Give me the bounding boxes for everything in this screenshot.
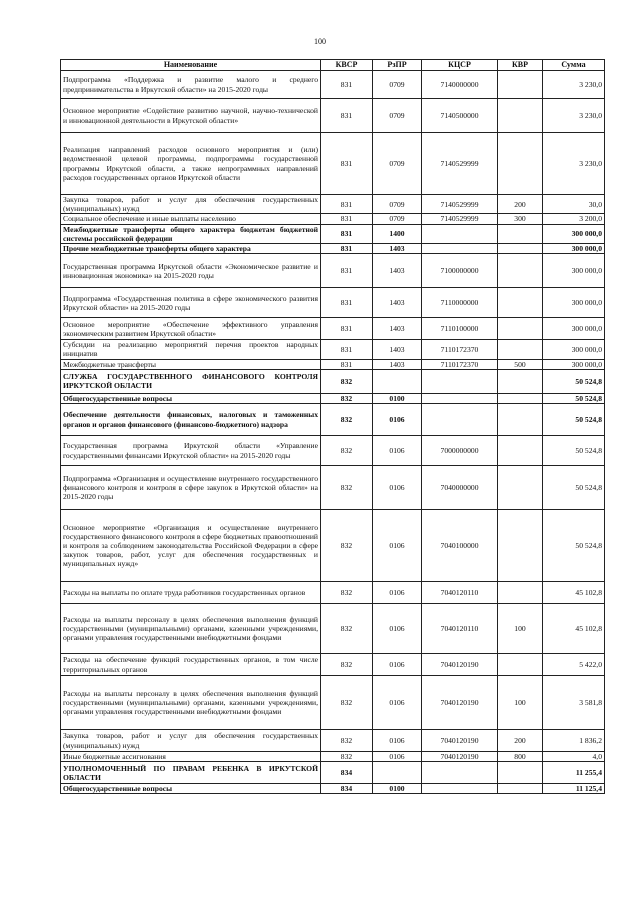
cell-rzpr: 0100 — [373, 784, 422, 794]
cell-kcsr: 7040000000 — [422, 466, 498, 510]
cell-kvr — [498, 99, 543, 133]
cell-kvr — [498, 654, 543, 676]
cell-rzpr: 0709 — [373, 133, 422, 195]
cell-kvsr: 832 — [321, 404, 373, 436]
header-name: Наименование — [61, 60, 321, 71]
cell-kvsr: 831 — [321, 133, 373, 195]
cell-sum: 3 230,0 — [543, 99, 605, 133]
cell-kvr — [498, 762, 543, 784]
table-header-row — [61, 60, 605, 71]
cell-name: Государственная программа Иркутской области «Управление государственными финансами Иркутской области» на 2015-2020 годы — [61, 436, 321, 466]
cell-kvr — [498, 224, 543, 243]
cell-rzpr: 0106 — [373, 510, 422, 582]
cell-kvsr: 831 — [321, 224, 373, 243]
cell-kcsr: 7110000000 — [422, 288, 498, 318]
table-row — [61, 730, 605, 752]
table-row — [61, 436, 605, 466]
cell-kcsr — [422, 784, 498, 794]
cell-kcsr: 7040120190 — [422, 676, 498, 730]
cell-kvsr: 831 — [321, 288, 373, 318]
cell-rzpr: 1403 — [373, 318, 422, 340]
header-kvr: КВР — [498, 60, 543, 71]
cell-kcsr: 7040120190 — [422, 654, 498, 676]
cell-name: Расходы на выплаты по оплате труда работников государственных органов — [61, 582, 321, 604]
table-row — [61, 369, 605, 393]
cell-rzpr: 0106 — [373, 582, 422, 604]
cell-sum: 50 524,8 — [543, 393, 605, 403]
cell-sum: 50 524,8 — [543, 404, 605, 436]
cell-rzpr: 0100 — [373, 393, 422, 403]
cell-name: Общегосударственные вопросы — [61, 784, 321, 794]
cell-sum: 50 524,8 — [543, 466, 605, 510]
cell-kvsr: 832 — [321, 393, 373, 403]
table-row — [61, 195, 605, 214]
cell-sum: 3 230,0 — [543, 71, 605, 99]
cell-kvr — [498, 510, 543, 582]
cell-kvsr: 831 — [321, 195, 373, 214]
cell-rzpr — [373, 369, 422, 393]
cell-kvsr: 832 — [321, 466, 373, 510]
cell-kcsr: 7000000000 — [422, 436, 498, 466]
cell-name: Прочие межбюджетные трансферты общего характера — [61, 244, 321, 254]
cell-rzpr — [373, 762, 422, 784]
cell-sum: 50 524,8 — [543, 510, 605, 582]
cell-kcsr — [422, 404, 498, 436]
cell-kvsr: 831 — [321, 254, 373, 288]
table-row — [61, 393, 605, 403]
cell-kcsr: 7040100000 — [422, 510, 498, 582]
table-row — [61, 214, 605, 224]
table-row — [61, 254, 605, 288]
cell-kvsr: 832 — [321, 676, 373, 730]
table-row — [61, 318, 605, 340]
cell-rzpr: 0709 — [373, 214, 422, 224]
table-row — [61, 752, 605, 762]
cell-rzpr: 0106 — [373, 604, 422, 654]
cell-kvr — [498, 582, 543, 604]
cell-name: Государственная программа Иркутской области «Экономическое развитие и инновационная экономика» на 2015-2020 годы — [61, 254, 321, 288]
table-row — [61, 582, 605, 604]
cell-kvsr: 832 — [321, 369, 373, 393]
cell-kcsr: 7110100000 — [422, 318, 498, 340]
cell-kvr — [498, 340, 543, 359]
cell-name: Расходы на обеспечение функций государственных органов, в том числе территориальных органов — [61, 654, 321, 676]
header-rzpr: РзПР — [373, 60, 422, 71]
cell-sum: 11 255,4 — [543, 762, 605, 784]
cell-name: Закупка товаров, работ и услуг для обеспечения государственных (муниципальных) нужд — [61, 730, 321, 752]
cell-name: УПОЛНОМОЧЕННЫЙ ПО ПРАВАМ РЕБЕНКА В ИРКУТСКОЙ ОБЛАСТИ — [61, 762, 321, 784]
cell-name: Закупка товаров, работ и услуг для обеспечения государственных (муниципальных) нужд — [61, 195, 321, 214]
cell-kcsr: 7040120110 — [422, 604, 498, 654]
cell-rzpr: 1403 — [373, 340, 422, 359]
cell-kcsr: 7140529999 — [422, 195, 498, 214]
cell-name: Межбюджетные трансферты общего характера бюджетам бюджетной системы российской федерации — [61, 224, 321, 243]
cell-kcsr: 7140000000 — [422, 71, 498, 99]
cell-sum: 300 000,0 — [543, 224, 605, 243]
cell-kvr — [498, 436, 543, 466]
table-row — [61, 288, 605, 318]
cell-kvsr: 832 — [321, 510, 373, 582]
cell-rzpr: 0106 — [373, 752, 422, 762]
table-row — [61, 224, 605, 243]
header-sum: Сумма — [543, 60, 605, 71]
cell-kvr: 300 — [498, 214, 543, 224]
cell-sum: 300 000,0 — [543, 359, 605, 369]
cell-kvr — [498, 288, 543, 318]
cell-kcsr — [422, 224, 498, 243]
cell-kvsr: 831 — [321, 244, 373, 254]
cell-kvsr: 834 — [321, 784, 373, 794]
cell-kvr: 800 — [498, 752, 543, 762]
cell-sum: 3 581,8 — [543, 676, 605, 730]
cell-rzpr: 1403 — [373, 254, 422, 288]
cell-kvsr: 832 — [321, 436, 373, 466]
cell-sum: 45 102,8 — [543, 604, 605, 654]
table-row — [61, 784, 605, 794]
cell-kvsr: 831 — [321, 71, 373, 99]
table-row — [61, 510, 605, 582]
cell-name: Межбюджетные трансферты — [61, 359, 321, 369]
cell-rzpr: 0106 — [373, 436, 422, 466]
cell-name: Реализация направлений расходов основного мероприятия и (или) ведомственной целевой программы, подпрограммы государственной программы Иркутской области, а также непрограммных направлений расходов государственных органов Иркутской области — [61, 133, 321, 195]
cell-rzpr: 0106 — [373, 676, 422, 730]
cell-kcsr: 7040120110 — [422, 582, 498, 604]
cell-name: Подпрограмма «Государственная политика в сфере экономического развития Иркутской области» на 2015-2020 годы — [61, 288, 321, 318]
cell-kvsr: 831 — [321, 318, 373, 340]
cell-rzpr: 0106 — [373, 404, 422, 436]
header-kvsr: КВСР — [321, 60, 373, 71]
cell-rzpr: 0709 — [373, 99, 422, 133]
cell-kvr — [498, 369, 543, 393]
cell-sum: 300 000,0 — [543, 244, 605, 254]
cell-rzpr: 0709 — [373, 71, 422, 99]
table-row — [61, 762, 605, 784]
cell-name: Основное мероприятие «Содействие развитию научной, научно-технической и инновационной деятельности в Иркутской области» — [61, 99, 321, 133]
cell-rzpr: 0106 — [373, 466, 422, 510]
cell-sum: 11 125,4 — [543, 784, 605, 794]
cell-kvr — [498, 466, 543, 510]
cell-sum: 4,0 — [543, 752, 605, 762]
cell-sum: 3 200,0 — [543, 214, 605, 224]
cell-rzpr: 1403 — [373, 288, 422, 318]
cell-sum: 300 000,0 — [543, 288, 605, 318]
cell-sum: 50 524,8 — [543, 369, 605, 393]
cell-kvsr: 831 — [321, 340, 373, 359]
cell-kvr: 100 — [498, 604, 543, 654]
cell-rzpr: 1403 — [373, 244, 422, 254]
cell-name: Субсидии на реализацию мероприятий перечня проектов народных инициатив — [61, 340, 321, 359]
table-row — [61, 71, 605, 99]
budget-table — [60, 59, 605, 794]
cell-kvr: 500 — [498, 359, 543, 369]
cell-kvr: 100 — [498, 676, 543, 730]
cell-kcsr: 7040120190 — [422, 730, 498, 752]
cell-kvsr: 832 — [321, 582, 373, 604]
cell-kcsr: 7110172370 — [422, 359, 498, 369]
cell-kvsr: 832 — [321, 654, 373, 676]
table-row — [61, 340, 605, 359]
cell-rzpr: 1403 — [373, 359, 422, 369]
cell-kcsr: 7040120190 — [422, 752, 498, 762]
cell-name: Основное мероприятие «Обеспечение эффективного управления экономическим развитием Иркутской области» — [61, 318, 321, 340]
cell-kvr — [498, 784, 543, 794]
table-row — [61, 654, 605, 676]
cell-sum: 3 230,0 — [543, 133, 605, 195]
table-row — [61, 133, 605, 195]
cell-kvsr: 831 — [321, 359, 373, 369]
cell-name: Подпрограмма «Поддержка и развитие малого и среднего предпринимательства в Иркутской области» на 2015-2020 годы — [61, 71, 321, 99]
cell-rzpr: 1400 — [373, 224, 422, 243]
cell-kvr — [498, 71, 543, 99]
cell-kvsr: 832 — [321, 752, 373, 762]
cell-kcsr — [422, 369, 498, 393]
cell-name: Подпрограмма «Организация и осуществление внутреннего государственного финансового контроля и контроля в сфере закупок в Иркутской области» на 2015-2020 годы — [61, 466, 321, 510]
cell-name: Иные бюджетные ассигнования — [61, 752, 321, 762]
cell-sum: 300 000,0 — [543, 318, 605, 340]
cell-rzpr: 0106 — [373, 730, 422, 752]
cell-sum: 300 000,0 — [543, 254, 605, 288]
cell-kcsr: 7140529999 — [422, 133, 498, 195]
cell-sum: 300 000,0 — [543, 340, 605, 359]
page-number: 100 — [314, 37, 326, 46]
cell-name: Расходы на выплаты персоналу в целях обеспечения выполнения функций государственными (муниципальными) органами, казенными учреждениями, органами управления государственными внебюджетными фондами — [61, 604, 321, 654]
cell-kvr: 200 — [498, 730, 543, 752]
cell-name: Обеспечение деятельности финансовых, налоговых и таможенных органов и органов финансового (финансово-бюджетного) надзора — [61, 404, 321, 436]
cell-kvr: 200 — [498, 195, 543, 214]
cell-kvsr: 831 — [321, 214, 373, 224]
table-row — [61, 604, 605, 654]
cell-kcsr — [422, 762, 498, 784]
cell-kcsr: 7100000000 — [422, 254, 498, 288]
cell-kvr — [498, 318, 543, 340]
cell-kcsr: 7140529999 — [422, 214, 498, 224]
cell-sum: 50 524,8 — [543, 436, 605, 466]
cell-kvr — [498, 133, 543, 195]
cell-sum: 30,0 — [543, 195, 605, 214]
cell-sum: 5 422,0 — [543, 654, 605, 676]
cell-kvr — [498, 393, 543, 403]
cell-sum: 1 836,2 — [543, 730, 605, 752]
cell-kcsr: 7140500000 — [422, 99, 498, 133]
cell-kvsr: 832 — [321, 730, 373, 752]
cell-kvsr: 831 — [321, 99, 373, 133]
table-row — [61, 676, 605, 730]
table-row — [61, 466, 605, 510]
cell-kvr — [498, 244, 543, 254]
cell-name: Основное мероприятие «Организация и осуществление внутреннего государственного финансового контроля в сфере бюджетных правоотношений и контроля за соблюдением законодательства Российской Федерации в сфере закупок товаров, работ, услуг для обеспечения государственных и муниципальных нужд» — [61, 510, 321, 582]
table-row — [61, 244, 605, 254]
table-row — [61, 99, 605, 133]
cell-rzpr: 0709 — [373, 195, 422, 214]
table-row — [61, 359, 605, 369]
cell-name: Расходы на выплаты персоналу в целях обеспечения выполнения функций государственными (муниципальными) органами, казенными учреждениями, органами управления государственными внебюджетными фондами — [61, 676, 321, 730]
table-row — [61, 404, 605, 436]
cell-name: Общегосударственные вопросы — [61, 393, 321, 403]
cell-kcsr: 7110172370 — [422, 340, 498, 359]
cell-rzpr: 0106 — [373, 654, 422, 676]
header-kcsr: КЦСР — [422, 60, 498, 71]
cell-name: СЛУЖБА ГОСУДАРСТВЕННОГО ФИНАНСОВОГО КОНТРОЛЯ ИРКУТСКОЙ ОБЛАСТИ — [61, 369, 321, 393]
cell-kvsr: 834 — [321, 762, 373, 784]
cell-kvsr: 832 — [321, 604, 373, 654]
cell-kcsr — [422, 393, 498, 403]
cell-name: Социальное обеспечение и иные выплаты населению — [61, 214, 321, 224]
cell-kcsr — [422, 244, 498, 254]
cell-sum: 45 102,8 — [543, 582, 605, 604]
cell-kvr — [498, 404, 543, 436]
cell-kvr — [498, 254, 543, 288]
